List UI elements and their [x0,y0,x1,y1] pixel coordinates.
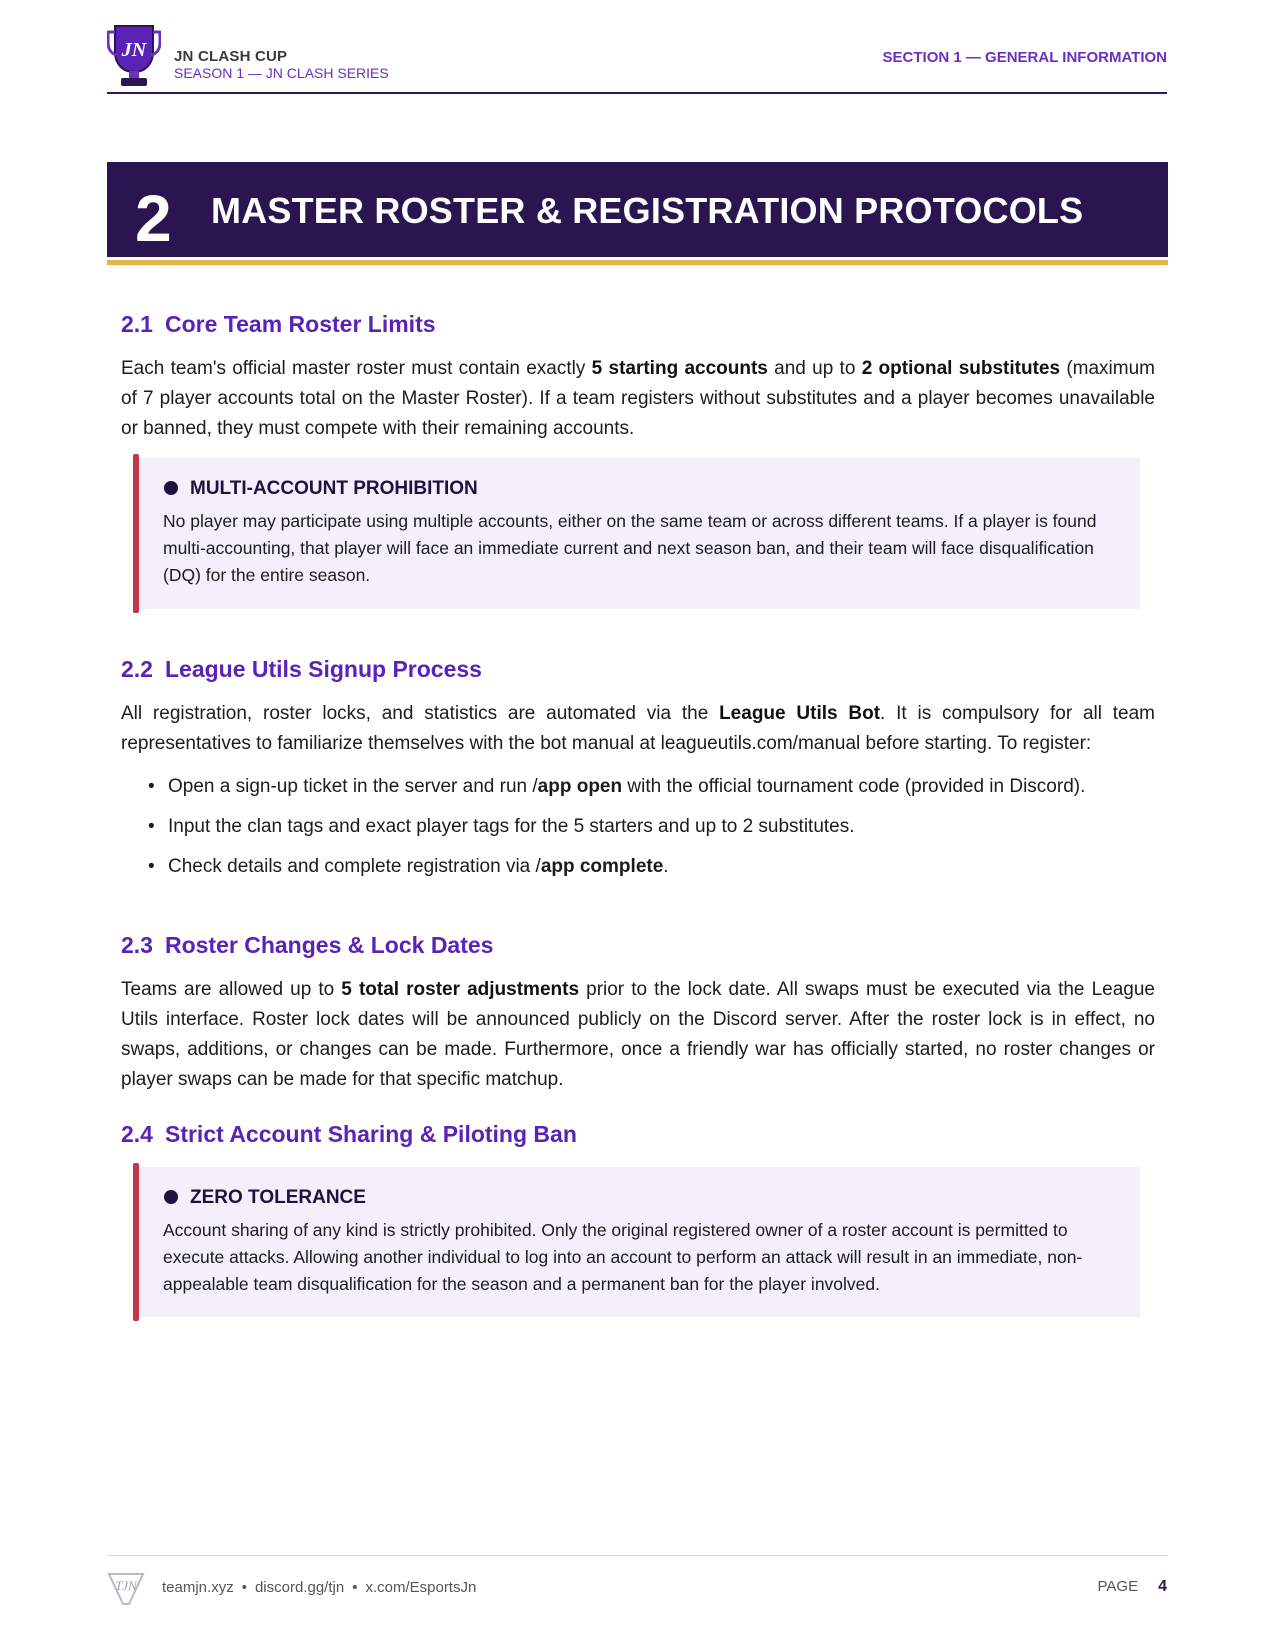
footer-links: teamjn.xyz • discord.gg/tjn • x.com/EsportsJn [162,1579,477,1596]
paragraph-2-3: Teams are allowed up to 5 total roster adjustments prior to the lock date. All swaps must be executed via the League Utils interface. Roster lock dates will be announced publicly on the Discord server. After the roster lock is in effect, no swaps, additions, or changes can be made. Furthermore, once a friendly war has officially started, no roster changes or player swaps can be made for that specific matchup. [121,979,1155,1090]
page-footer [107,1555,1167,1615]
callout-body: No player may participate using multiple accounts, either on the same team or across different teams. If a player is found multi-accounting, that player will face an immediate current and next season ban, and their team will face disqualification (DQ) for the entire season. [163,511,1097,585]
section-heading-2-3: 2.3 Roster Changes & Lock Dates [121,932,494,958]
page-number: PAGE 4 [1097,1578,1167,1595]
section-heading-2-1: 2.1 Core Team Roster Limits [121,311,436,337]
callout-zero-tolerance [133,1167,1140,1317]
section-heading-2-2: 2.2 League Utils Signup Process [121,656,482,682]
section-label: SECTION 1 — GENERAL INFORMATION [882,49,1167,66]
section-heading-2-4: 2.4 Strict Account Sharing & Piloting Ban [121,1121,577,1147]
list-item: • Check details and complete registration via /app complete. [148,856,669,877]
org-name: JN CLASH CUP [174,48,288,65]
callout-accent-bar [133,1163,139,1321]
page-header [107,20,1167,94]
footer-link-discord[interactable]: discord.gg/tjn [254,1579,345,1596]
chapter-title: MASTER ROSTER & REGISTRATION PROTOCOLS [211,190,1084,231]
footer-link-website[interactable]: teamjn.xyz [162,1579,234,1596]
paragraph-2-2: All registration, roster locks, and statistics are automated via the League Utils Bot. It is compulsory for all team representatives to familiarize themselves with the bot manual at leagueutils.com/manual before starting. To register: [121,703,1156,754]
callout-accent-bar [133,454,139,613]
svg-text:TJN: TJN [115,1578,137,1593]
footer-link-x[interactable]: x.com/EsportsJn [365,1579,477,1596]
tjn-logo-icon [107,1570,145,1606]
list-item: • Open a sign-up ticket in the server and run /app open with the official tournament code (provided in Discord). [148,776,1086,797]
trophy-jn-icon [107,22,161,88]
list-item: • Input the clan tags and exact player tags for the 5 starters and up to 2 substitutes. [148,816,855,837]
chapter-number: 2 [135,181,172,255]
chapter-banner [107,162,1168,257]
callout-title: ZERO TOLERANCE [164,1187,366,1209]
callout-multi-account [133,458,1140,609]
paragraph-2-1: Each team's official master roster must contain exactly 5 starting accounts and up to 2 optional substitutes (maximum of 7 player accounts total on the Master Roster). If a team registers without substitutes and a player becomes unavailable or banned, they must compete with their remaining accounts. [121,358,1155,439]
banner-underline [107,260,1168,265]
bullet-dot-icon [164,481,178,495]
callout-body: Account sharing of any kind is strictly prohibited. Only the original registered owner of a roster account is permitted to execute attacks. Allowing another individual to log into an account to perform an attack will result in an immediate, non-appealable team disqualification for the season and a permanent ban for the player involved. [163,1220,1083,1294]
svg-text:JN: JN [121,39,147,61]
registration-steps [148,775,1085,895]
callout-title: MULTI-ACCOUNT PROHIBITION [164,478,478,500]
bullet-dot-icon [164,1190,178,1204]
season-label: SEASON 1 — JN CLASH SERIES [174,65,389,81]
